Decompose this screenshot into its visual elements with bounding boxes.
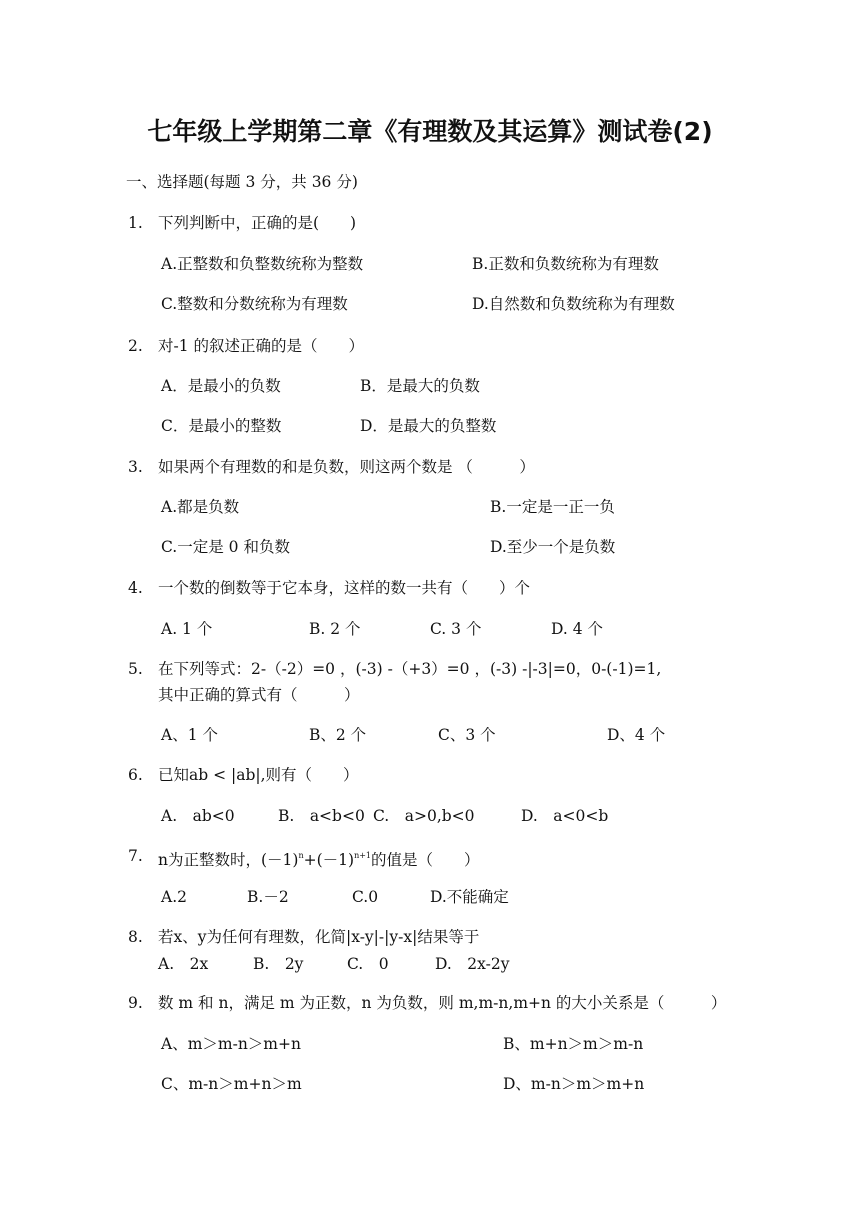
option-a: A、m＞m-n＞m+n [161, 1035, 301, 1053]
question-stem: 如果两个有理数的和是负数，则这两个数是 （ ） [158, 458, 535, 476]
question-stem [158, 846, 480, 870]
question-stem: 若x、y为任何有理数，化简|x-y|-|y-x|结果等于 [158, 928, 480, 946]
option-d: D.自然数和负数统称为有理数 [472, 295, 675, 313]
exponent: n+1 [354, 851, 372, 860]
option-b: B、2 个 [309, 726, 367, 744]
question-stem-continued: 其中正确的算式有（ ） [158, 686, 360, 704]
option-a: A.正整数和负整数统称为整数 [161, 255, 364, 273]
option-a: A.2 [161, 888, 187, 906]
page-title: 七年级上学期第二章《有理数及其运算》测试卷(2) [147, 117, 713, 146]
question-number: 5. [128, 660, 143, 678]
option-d: D、4 个 [607, 726, 666, 744]
option-a: A. ab<0 [161, 807, 235, 825]
question-stem: 下列判断中，正确的是( ) [158, 214, 357, 232]
question-number: 9. [128, 994, 143, 1012]
question-number: 2. [128, 337, 143, 355]
stem-part: n为正整数时，(－1) [158, 851, 299, 869]
option-d: D. 4 个 [551, 620, 604, 638]
question-number: 1. [128, 214, 143, 232]
option-d: D、m-n＞m＞m+n [503, 1075, 645, 1093]
option-c: C.整数和分数统称为有理数 [161, 295, 348, 313]
option-c: C、3 个 [438, 726, 496, 744]
option-a: A.都是负数 [161, 498, 240, 516]
option-d: D. 2x-2y [435, 955, 510, 973]
option-b: B.一定是一正一负 [490, 498, 615, 516]
option-b: B. a<b<0 [278, 807, 365, 825]
question-number: 8. [128, 928, 143, 946]
option-c: C.0 [352, 888, 379, 906]
option-c: C．是最小的整数 [161, 417, 282, 435]
option-b: B.－2 [247, 888, 289, 906]
option-c: C. 0 [347, 955, 389, 973]
option-b: B.正数和负数统称为有理数 [472, 255, 659, 273]
option-b: B、m+n＞m＞m-n [503, 1035, 644, 1053]
question-stem: 在下列等式：2-（-2）=0 ，(-3) -（+3）=0 ，(-3) -|-3|=0，0-(-1)=1, [158, 660, 662, 678]
exponent: n [298, 851, 304, 860]
option-d: D．是最大的负整数 [360, 417, 497, 435]
option-a: A、1 个 [161, 726, 218, 744]
option-d: D.不能确定 [430, 888, 509, 906]
question-stem: 数 m 和 n，满足 m 为正数，n 为负数，则 m,m-n,m+n 的大小关系是（ ） [158, 994, 727, 1012]
option-c: C. a>0,b<0 [373, 807, 475, 825]
stem-part: 的值是（ ） [371, 851, 480, 869]
option-d: D. a<0<b [521, 807, 609, 825]
option-b: B．是最大的负数 [360, 377, 480, 395]
question-number: 7. [128, 847, 143, 865]
question-stem: 一个数的倒数等于它本身，这样的数一共有（ ）个 [158, 579, 531, 597]
option-a: A. 1 个 [161, 620, 213, 638]
option-a: A．是最小的负数 [161, 377, 281, 395]
option-a: A. 2x [158, 955, 209, 973]
stem-part: +(－1) [303, 851, 355, 869]
question-stem: 已知ab < |ab|,则有（ ） [158, 766, 359, 784]
option-c: C. 3 个 [430, 620, 482, 638]
option-c: C.一定是 0 和负数 [161, 538, 290, 556]
question-number: 3. [128, 458, 143, 476]
option-c: C、m-n＞m+n＞m [161, 1075, 302, 1093]
option-b: B. 2y [253, 955, 304, 973]
question-number: 4. [128, 579, 143, 597]
option-d: D.至少一个是负数 [490, 538, 616, 556]
option-b: B. 2 个 [309, 620, 361, 638]
question-stem: 对-1 的叙述正确的是（ ） [158, 337, 365, 355]
section-heading: 一、选择题(每题 3 分，共 36 分) [126, 173, 358, 191]
question-number: 6. [128, 766, 143, 784]
